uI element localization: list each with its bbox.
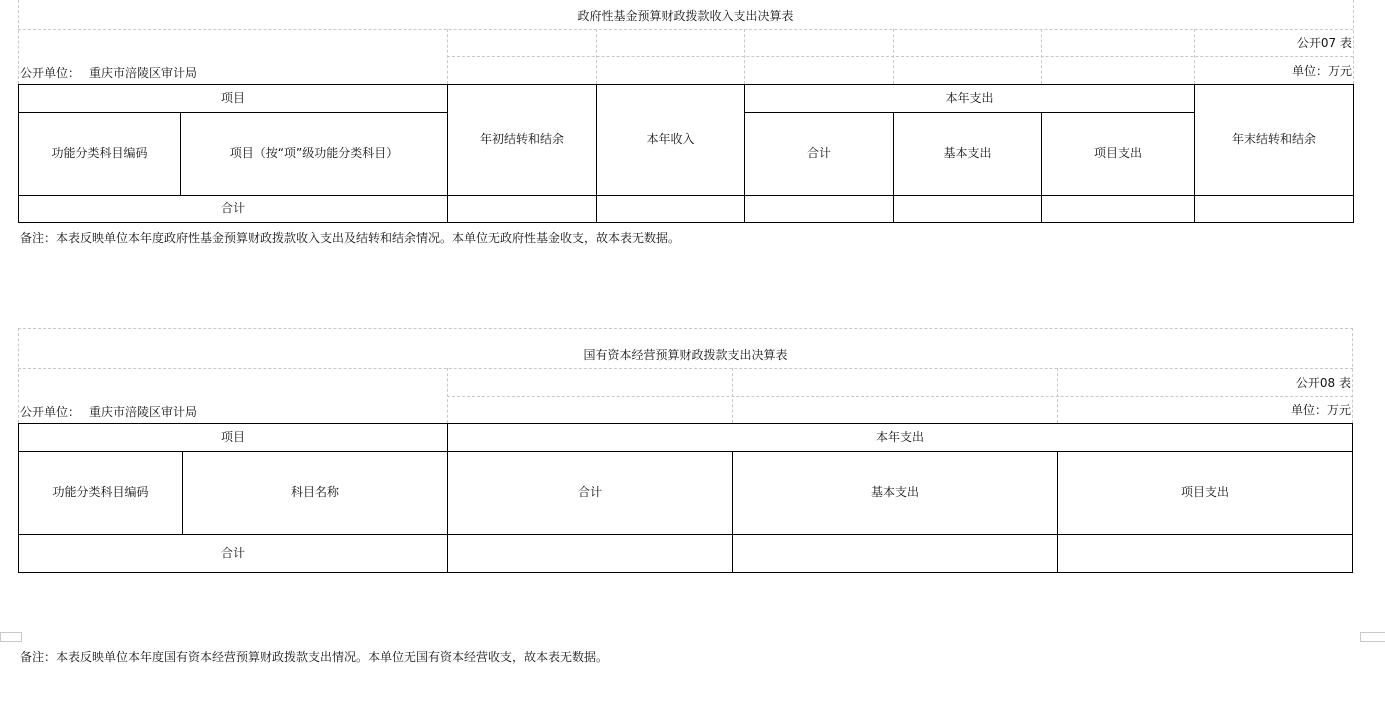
- org-label: 公开单位：: [20, 405, 81, 419]
- total-label: 合计: [220, 545, 245, 560]
- header-end-balance: 年末结转和结余: [1231, 132, 1316, 147]
- header-exp-basic: 基本支出: [943, 146, 992, 161]
- org-name: 重庆市涪陵区审计局: [89, 405, 198, 419]
- table-title: 政府性基金预算财政拨款收入支出决算表: [577, 9, 794, 23]
- left-page-margin-marker: [0, 632, 22, 642]
- table-code: 公开07 表: [1296, 36, 1352, 50]
- header-item: 项目: [220, 90, 245, 105]
- header-subject-name: 科目名称: [290, 485, 339, 500]
- header-begin-balance: 年初结转和结余: [479, 132, 564, 147]
- unit-label: 单位：万元: [1291, 64, 1352, 78]
- org-name: 重庆市涪陵区审计局: [89, 66, 198, 80]
- total-label: 合计: [220, 201, 245, 216]
- header-income: 本年收入: [646, 132, 695, 147]
- header-exp-total: 合计: [577, 485, 602, 500]
- table-code: 公开08 表: [1295, 376, 1351, 390]
- header-func-code: 功能分类科目编码: [52, 485, 149, 500]
- header-exp-project: 项目支出: [1093, 146, 1142, 161]
- header-func-code: 功能分类科目编码: [51, 146, 148, 161]
- header-expense: 本年支出: [945, 90, 994, 105]
- table-note: 备注：本表反映单位本年度政府性基金预算财政拨款收入支出及结转和结余情况。本单位无政府性基金收支，故本表无数据。: [20, 231, 681, 245]
- table-title: 国有资本经营预算财政拨款支出决算表: [583, 348, 788, 362]
- header-exp-basic: 基本支出: [870, 485, 919, 500]
- header-expense: 本年支出: [875, 429, 924, 444]
- org-label: 公开单位：: [20, 66, 81, 80]
- header-item: 项目: [220, 429, 245, 444]
- header-exp-project: 项目支出: [1180, 485, 1229, 500]
- header-exp-total: 合计: [806, 146, 831, 161]
- header-item-desc: 项目（按“项”级功能分类科目）: [229, 146, 399, 161]
- right-page-margin-marker: [1360, 632, 1385, 642]
- table-note: 备注：本表反映单位本年度国有资本经营预算财政拨款支出情况。本单位无国有资本经营收支，故本表无数据。: [20, 650, 609, 664]
- unit-label: 单位：万元: [1290, 403, 1351, 417]
